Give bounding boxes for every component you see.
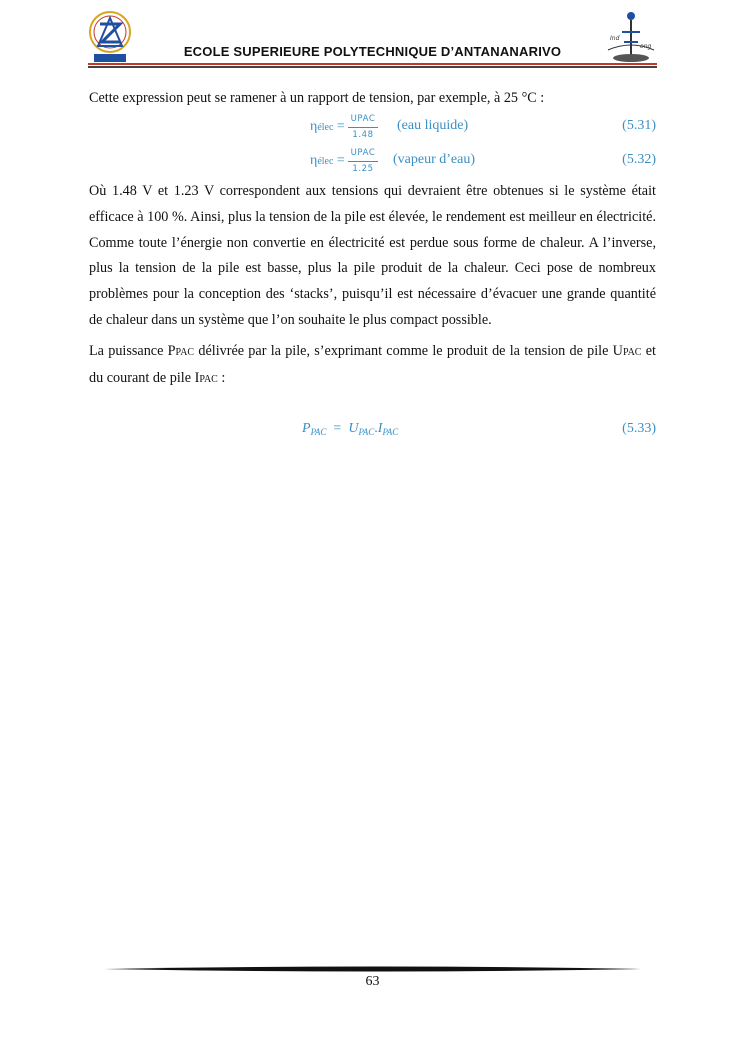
fraction-bar-2 [348, 161, 378, 162]
intro-text: Cette expression peut se ramener à un rapport de tension, par exemple, à 25 °C : [89, 90, 545, 106]
equation-note-1: (eau liquide) [397, 118, 469, 133]
fraction-numerator-1: UPAC [350, 114, 376, 124]
fraction-bar-1 [348, 127, 378, 128]
equation-number-5-32: (5.32) [622, 152, 656, 167]
eta-symbol-1: ηélec = [310, 119, 345, 134]
header-divider-dark [88, 66, 657, 68]
paragraph-1: Où 1.48 V et 1.23 V correspondent aux tensions qui devraient être obtenues si le système était efficace à 100 %. Ainsi, plus la tension de la pile est élevée, le rendement est meilleur en électricité. Comme toute l’énergie non convertie en électricité est perdue sous forme de chaleur. [89, 183, 656, 251]
footer-divider [104, 964, 641, 974]
equation-number-5-31: (5.31) [622, 118, 656, 133]
equation-note-2: (vapeur d’eau) [393, 152, 476, 167]
svg-text:Ind: Ind [610, 35, 620, 42]
fraction-denominator-1: 1.48 [352, 130, 374, 140]
header-divider-red [88, 63, 657, 65]
fraction-numerator-2: UPAC [350, 148, 376, 158]
paragraph-2: A l’inverse, plus la tension de la pile est basse, plus la pile produit de la chaleur. Ceci pose de nombreux problèmes pour la conception des ‘stacks’, puisqu’il est nécessaire d’évacuer une grande quantité de chaleur dans un système que l’on souhaite le plus compact possible. [89, 234, 656, 328]
eta-symbol-2: ηélec = [310, 153, 345, 168]
body-paragraph [89, 179, 656, 334]
fraction-denominator-2: 1.25 [352, 164, 374, 174]
power-paragraph: La puissance PPAC délivrée par la pile, s’exprimant comme le produit de la tension de pile UPAC et du courant de pile IPAC : [89, 343, 656, 386]
equation-number-5-33: (5.33) [622, 421, 656, 436]
svg-text:eng: eng [640, 43, 652, 50]
power-equation: $P_{PAC} = U_{PAC}.I_{PAC}$ [302, 421, 399, 437]
header-title: ECOLE SUPERIEURE POLYTECHNIQUE D’ANTANANARIVO [183, 44, 562, 59]
page-number: 63 [365, 974, 380, 989]
